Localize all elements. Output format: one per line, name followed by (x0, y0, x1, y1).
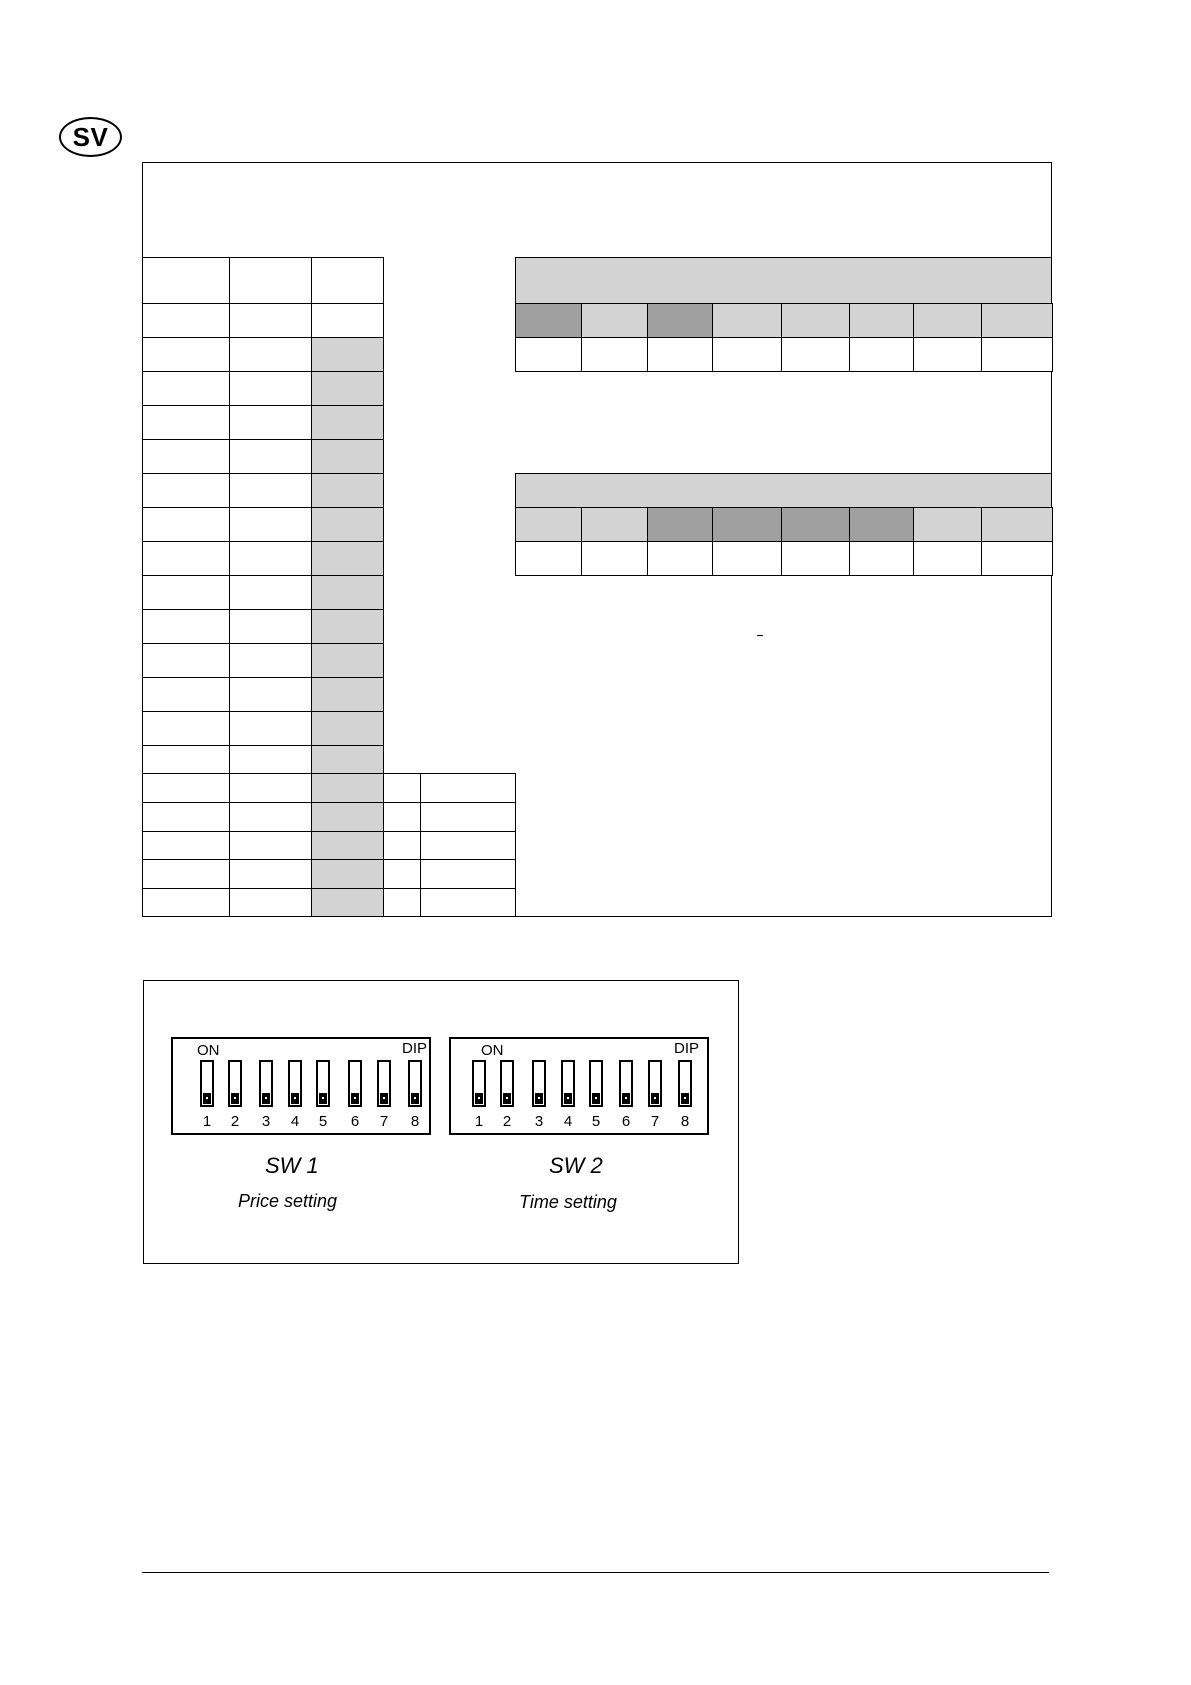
grid-value-cell (981, 541, 1053, 576)
switch-number: 1 (474, 1113, 484, 1130)
switch-number: 2 (502, 1113, 512, 1130)
dip-switch-1 (472, 1060, 486, 1107)
table-cell (142, 831, 230, 860)
grid-value-cell (647, 337, 713, 372)
switch-knob (592, 1093, 600, 1104)
table-cell (229, 337, 312, 372)
table-cell (229, 643, 312, 678)
grid-value-cell (913, 337, 982, 372)
grid-value-cell (581, 541, 648, 576)
dip-switch-3 (532, 1060, 546, 1107)
table-cell (229, 541, 312, 576)
switch-knob (351, 1093, 359, 1104)
dip-switch-2 (228, 1060, 242, 1107)
table-cell (142, 677, 230, 712)
switch-number: 8 (410, 1113, 420, 1130)
dip-switch-5 (589, 1060, 603, 1107)
table-cell (311, 439, 384, 474)
grid-switch-cell (781, 303, 850, 338)
table-cell (311, 575, 384, 610)
table-cell (311, 609, 384, 644)
sw2-title: SW 2 (549, 1153, 603, 1178)
dip-switch-2 (500, 1060, 514, 1107)
table-cell (142, 643, 230, 678)
table-cell (311, 473, 384, 508)
table-cell (420, 888, 516, 917)
grid-switch-cell (849, 303, 914, 338)
dip-switch-7 (377, 1060, 391, 1107)
table-cell (311, 773, 384, 803)
grid-value-cell (581, 337, 648, 372)
sw2-subtitle: Time setting (519, 1192, 617, 1212)
switch-number: 2 (230, 1113, 240, 1130)
switch-knob (411, 1093, 419, 1104)
dip-switch-7 (648, 1060, 662, 1107)
switch-number: 6 (350, 1113, 360, 1130)
table-cell (311, 802, 384, 832)
table-cell (142, 473, 230, 508)
table-cell (383, 888, 421, 917)
table-cell (229, 371, 312, 406)
table-cell (311, 507, 384, 542)
footer-rule (142, 1572, 1049, 1573)
table-cell (229, 711, 312, 746)
table-cell (311, 257, 384, 304)
grid-value-cell (781, 337, 850, 372)
switch-knob (535, 1093, 543, 1104)
switch-knob (380, 1093, 388, 1104)
table-cell (420, 773, 516, 803)
table-cell (142, 507, 230, 542)
table-cell (229, 773, 312, 803)
grid-switch-cell (981, 303, 1053, 338)
table-cell (311, 859, 384, 889)
dip-switch-5 (316, 1060, 330, 1107)
grid-value-cell (712, 337, 782, 372)
table-cell (311, 643, 384, 678)
switch-knob (291, 1093, 299, 1104)
grid-value-cell (647, 541, 713, 576)
table-cell (142, 439, 230, 474)
table-cell (142, 711, 230, 746)
grid-switch-cell (781, 507, 850, 542)
grid-switch-cell (712, 507, 782, 542)
switch-knob (262, 1093, 270, 1104)
table-cell (142, 609, 230, 644)
mark (757, 635, 763, 636)
table-cell (229, 303, 312, 338)
switch-number: 8 (680, 1113, 690, 1130)
table-cell (142, 541, 230, 576)
switch-knob (231, 1093, 239, 1104)
dip-switch-8 (408, 1060, 422, 1107)
grid-value-cell (712, 541, 782, 576)
grid-switch-cell (647, 507, 713, 542)
dip-switch-sw1 (171, 1037, 431, 1135)
grid-switch-cell (515, 303, 582, 338)
switch-knob (681, 1093, 689, 1104)
grid-value-cell (981, 337, 1053, 372)
switch-number: 7 (379, 1113, 389, 1130)
on-label: ON (197, 1042, 220, 1059)
switch-knob (564, 1093, 572, 1104)
table-cell (229, 507, 312, 542)
table-cell (383, 859, 421, 889)
table-cell (142, 371, 230, 406)
table-cell (142, 888, 230, 917)
grid-value-cell (515, 541, 582, 576)
table-cell (311, 831, 384, 860)
table-cell (229, 859, 312, 889)
table-cell (311, 745, 384, 774)
table-cell (229, 439, 312, 474)
dip-switch-4 (288, 1060, 302, 1107)
table-cell (229, 802, 312, 832)
grid-value-cell (849, 337, 914, 372)
on-label: ON (481, 1042, 504, 1059)
dip-switch-4 (561, 1060, 575, 1107)
switch-knob (203, 1093, 211, 1104)
grid-switch-cell (712, 303, 782, 338)
grid-switch-cell (647, 303, 713, 338)
table-cell (229, 405, 312, 440)
table-cell (229, 575, 312, 610)
switch-knob (319, 1093, 327, 1104)
grid-switch-cell (913, 507, 982, 542)
table-cell (420, 802, 516, 832)
switch-number: 4 (290, 1113, 300, 1130)
table-cell (311, 888, 384, 917)
switch-knob (503, 1093, 511, 1104)
table-cell (142, 303, 230, 338)
grid-value-cell (849, 541, 914, 576)
table-cell (311, 303, 384, 338)
table-cell (229, 888, 312, 917)
switch-number: 5 (591, 1113, 601, 1130)
divider-line (1051, 575, 1052, 608)
switch-knob (622, 1093, 630, 1104)
table-cell (311, 337, 384, 372)
table-cell (311, 371, 384, 406)
table-cell (229, 745, 312, 774)
grid-switch-cell (581, 507, 648, 542)
switch-number: 1 (202, 1113, 212, 1130)
switch-number: 3 (534, 1113, 544, 1130)
table-cell (142, 575, 230, 610)
dip-switch-3 (259, 1060, 273, 1107)
grid-switch-cell (515, 507, 582, 542)
table-cell (142, 405, 230, 440)
table-cell (142, 257, 230, 304)
table-cell (142, 859, 230, 889)
table-cell (142, 337, 230, 372)
dip-switch-6 (619, 1060, 633, 1107)
divider-line (1051, 371, 1052, 439)
switch-number: 5 (318, 1113, 328, 1130)
grid-header (515, 257, 1052, 304)
dip-label: DIP (673, 1040, 699, 1057)
switch-number: 7 (650, 1113, 660, 1130)
switch-number: 6 (621, 1113, 631, 1130)
grid-value-cell (781, 541, 850, 576)
dip-switch-6 (348, 1060, 362, 1107)
table-cell (229, 609, 312, 644)
grid-value-cell (515, 337, 582, 372)
dip-switch-sw2 (449, 1037, 709, 1135)
grid-value-cell (913, 541, 982, 576)
grid-switch-cell (913, 303, 982, 338)
table-cell (420, 859, 516, 889)
table-cell (142, 745, 230, 774)
table-cell (229, 473, 312, 508)
table-cell (383, 802, 421, 832)
switch-number: 4 (563, 1113, 573, 1130)
grid-switch-cell (581, 303, 648, 338)
table-cell (229, 831, 312, 860)
table-cell (311, 405, 384, 440)
table-cell (383, 831, 421, 860)
grid-header (515, 473, 1052, 508)
table-cell (420, 831, 516, 860)
table-cell (229, 677, 312, 712)
table-cell (311, 711, 384, 746)
dip-switch-8 (678, 1060, 692, 1107)
table-cell (142, 773, 230, 803)
dip-switch-1 (200, 1060, 214, 1107)
switch-knob (475, 1093, 483, 1104)
grid-switch-cell (981, 507, 1053, 542)
switch-knob (651, 1093, 659, 1104)
dip-label: DIP (401, 1040, 427, 1057)
sw1-subtitle: Price setting (238, 1191, 338, 1211)
table-cell (142, 802, 230, 832)
switch-number: 3 (261, 1113, 271, 1130)
sw1-title: SW 1 (265, 1153, 319, 1178)
table-cell (311, 677, 384, 712)
grid-switch-cell (849, 507, 914, 542)
language-badge: SV (59, 117, 122, 157)
table-cell (383, 773, 421, 803)
table-cell (229, 257, 312, 304)
table-cell (311, 541, 384, 576)
